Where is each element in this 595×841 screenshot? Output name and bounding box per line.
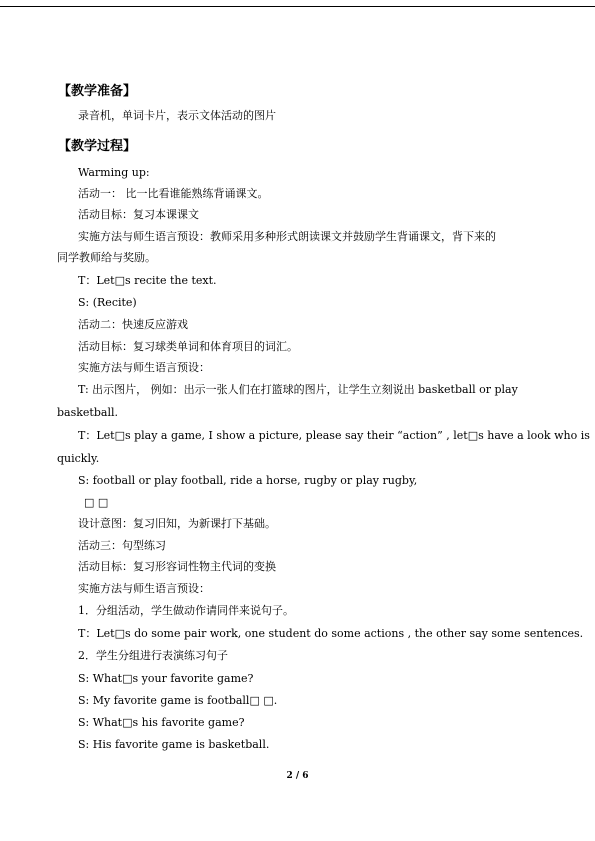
text-line: 活动目标：复习球类单词和体育项目的词汇。 [78, 340, 298, 353]
text-line: S: football or play football, ride a horse, rugby or play rugby, [78, 474, 418, 487]
section-heading-preparation: 【教学准备】 [58, 84, 137, 99]
text-line: 1．分组活动，学生做动作请同伴来说句子。 [78, 604, 294, 617]
text-line: S: (Recite) [78, 296, 137, 309]
text-line: S: His favorite game is basketball. [78, 738, 270, 751]
text-line: S: What□s your favorite game? [78, 672, 254, 685]
text-line: T：Let□s play a game, I show a picture, please say their “action” , let□s have a look who is [78, 429, 590, 442]
text-line: quickly. [57, 452, 100, 465]
text-line: □ □ [84, 496, 109, 509]
text-line: 活动二：快速反应游戏 [78, 318, 188, 331]
header-rule [0, 6, 595, 7]
text-line: 活动一： 比一比看谁能熟练背诵课文。 [78, 187, 269, 200]
text-line: T：Let□s do some pair work, one student do some actions , the other say some sentences. [78, 627, 584, 640]
text-line: T：Let□s recite the text. [78, 274, 217, 287]
text-line: Warming up: [78, 166, 150, 179]
text-line: 2．学生分组进行表演练习句子 [78, 649, 228, 662]
text-line: 同学教师给与奖励。 [57, 251, 156, 264]
text-line: 设计意图：复习旧知，为新课打下基础。 [78, 517, 276, 530]
text-line: 活动目标：复习本课课文 [78, 208, 199, 221]
text-line: S: What□s his favorite game? [78, 716, 245, 729]
preparation-text: 录音机，单词卡片，表示文体活动的图片 [78, 109, 276, 122]
text-line: 实施方法与师生语言预设： [78, 361, 210, 374]
page-number: 2 / 6 [286, 771, 309, 781]
text-line: 活动三：句型练习 [78, 539, 166, 552]
text-line: S: My favorite game is football□ □. [78, 694, 278, 707]
text-line: basketball. [57, 406, 118, 419]
text-line: T: 出示图片， 例如：出示一张人们在打篮球的图片，让学生立刻说出 basketball or play [78, 383, 518, 396]
section-heading-process: 【教学过程】 [58, 139, 137, 154]
text-line: 实施方法与师生语言预设：教师采用多种形式朗读课文并鼓励学生背诵课文，背下来的 [78, 230, 496, 243]
text-line: 活动目标：复习形容词性物主代词的变换 [78, 560, 276, 573]
text-line: 实施方法与师生语言预设： [78, 582, 210, 595]
